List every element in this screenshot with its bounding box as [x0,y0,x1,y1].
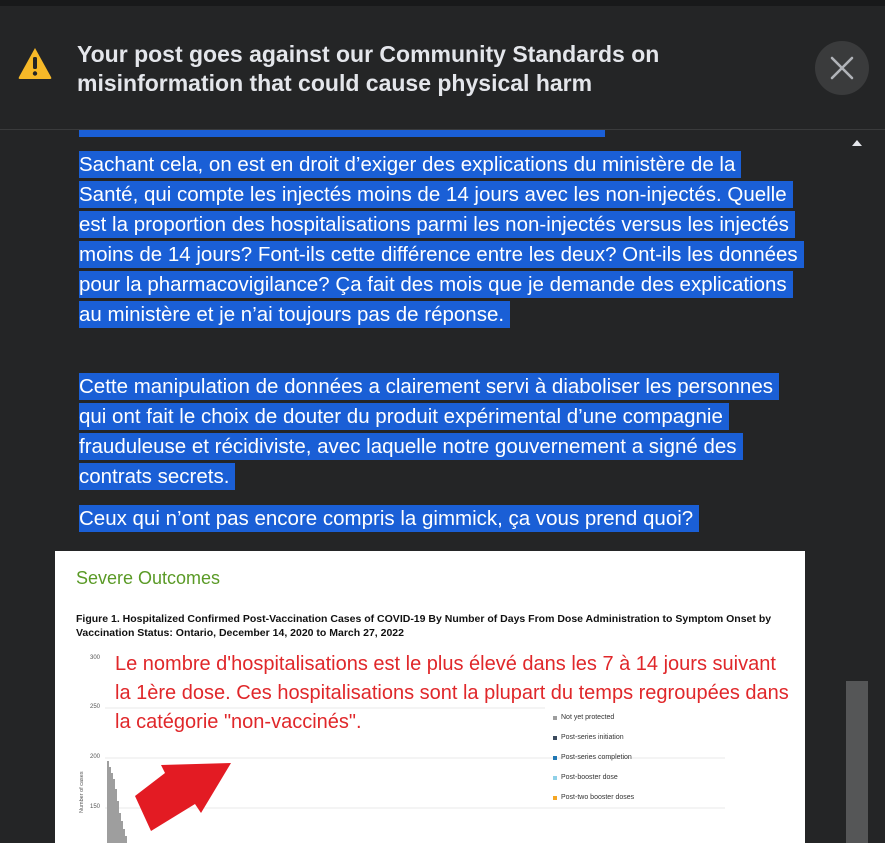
warning-icon [17,46,53,80]
post-content[interactable] [0,130,842,843]
image-annotation: Le nombre d'hospitalisations est le plus élevé dans les 7 à 14 jours suivant la 1ère dose. Ces hospitalisations sont la plupart du temps regroupées dans la catégorie "non-vaccinés". [115,653,789,733]
legend-label: Not yet protected [561,714,615,721]
legend-label: Post-series initiation [561,734,624,741]
legend-item [553,734,634,754]
y-axis-label: Number of cases [79,771,85,813]
scrollbar-thumb[interactable] [846,681,868,843]
post-paragraph-1 [79,150,799,330]
legend-label: Post-series completion [561,754,632,761]
warning-banner [0,6,885,130]
legend-item [553,714,634,734]
scroll-up-arrow-icon[interactable] [851,138,863,148]
y-tick-250: 250 [90,704,101,710]
legend-label: Post-two booster doses [561,794,635,801]
legend-item [553,754,634,774]
legend-item [553,794,634,814]
histogram-bars [107,761,127,843]
y-tick-300: 300 [90,655,101,661]
legend-label: Post-booster dose [561,774,618,781]
post-paragraph-1-text: Sachant cela, on est en droit d’exiger des explications du ministère de la Santé, qui compte les injectés moins de 14 jours avec les non-injectés. Quelle est la proportion des hospitalisations parmi les non-injectés versus les injectés moins de 14 jours? Font-ils cette différence entre les deux? Ont-ils les données pour la pharmacovigilance? Ça fait des mois que je demande des explications au ministère et je n’ai toujours pas de réponse. [79,151,804,328]
post-paragraph-3 [79,504,799,534]
post-paragraph-2-text: Cette manipulation de données a clairement servi à diaboliser les personnes qui ont fait le choix de douter du produit expérimental d’une compagnie frauduleuse et récidiviste, avec laquelle notre gouvernement a signé des contrats secrets. [79,373,779,490]
figure-caption: Figure 1. Hospitalized Confirmed Post-Vaccination Cases of COVID-19 By Number of Days From Dose Administration to Symptom Onset by Vaccination Status: Ontario, December 14, 2020 to March 27, 2022 [76,613,772,639]
chart-legend [553,714,634,814]
legend-swatch [553,736,557,740]
post-image[interactable] [55,551,805,843]
close-icon [829,55,855,81]
legend-swatch [553,756,557,760]
legend-swatch [553,776,557,780]
clipped-link-line [79,130,605,137]
post-paragraph-2 [79,372,799,492]
banner-title: Your post goes against our Community Standards on misinformation that could cause physical harm [77,41,660,96]
y-tick-150: 150 [90,804,101,810]
y-tick-200: 200 [90,754,101,760]
legend-item [553,774,634,794]
close-button[interactable] [815,41,869,95]
image-heading: Severe Outcomes [76,568,221,588]
legend-swatch [553,796,557,800]
post-paragraph-3-text: Ceux qui n’ont pas encore compris la gimmick, ça vous prend quoi? [79,505,699,532]
legend-swatch [553,716,557,720]
red-arrow [135,763,231,831]
